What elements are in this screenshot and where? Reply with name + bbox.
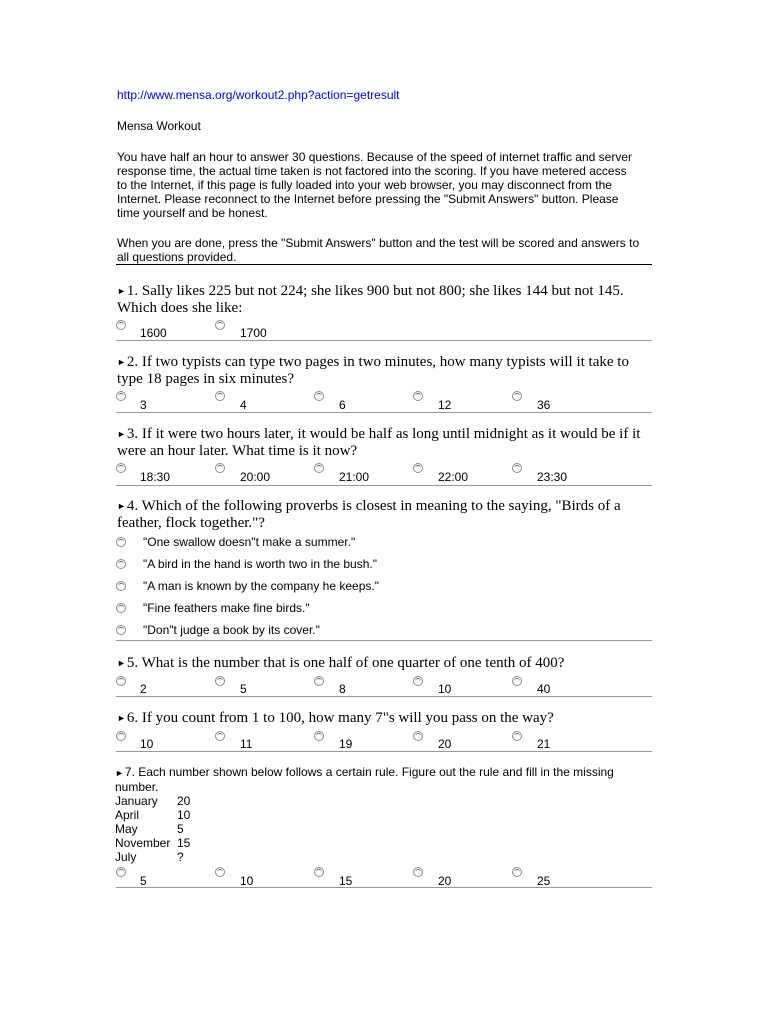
q4-option-2-radio[interactable] bbox=[116, 559, 126, 569]
month-cell: April bbox=[115, 808, 140, 822]
q5-option-4-radio[interactable] bbox=[413, 676, 423, 686]
question-arrow-icon: ► bbox=[117, 429, 126, 439]
intro-paragraph: You have half an hour to answer 30 questions. Because of the speed of internet traffic and server response time, the actual time taken is not factored into the scoring. If you have metered access to the Internet, if this page is fully loaded into your web browser, you may disconnect from the Internet. Please reconnect to the Internet before pressing the "Submit Answers" button. Please time yourself and be honest. bbox=[117, 150, 633, 220]
table-row bbox=[115, 850, 235, 864]
question-divider bbox=[116, 340, 652, 341]
q6-option-5-radio[interactable] bbox=[512, 731, 522, 741]
q5-option-5-label: 40 bbox=[537, 682, 551, 696]
q3-option-5-radio[interactable] bbox=[512, 463, 522, 473]
q5-option-5-radio[interactable] bbox=[512, 676, 522, 686]
question-divider bbox=[116, 412, 652, 413]
q6-option-1-label: 10 bbox=[140, 737, 154, 751]
table-row bbox=[115, 794, 235, 808]
question-arrow-icon: ► bbox=[117, 501, 126, 511]
question-divider bbox=[116, 751, 652, 752]
q2-option-4-radio[interactable] bbox=[413, 391, 423, 401]
question-5-text: 5. What is the number that is one half of one quarter of one tenth of 400? bbox=[126, 655, 565, 671]
table-row bbox=[115, 808, 235, 822]
question-7 bbox=[115, 765, 655, 794]
q2-option-1-label: 3 bbox=[140, 398, 147, 412]
q6-option-2-radio[interactable] bbox=[215, 731, 225, 741]
question-divider bbox=[116, 485, 652, 486]
q1-option-1-label: 1600 bbox=[140, 326, 167, 340]
q2-option-2-label: 4 bbox=[240, 398, 247, 412]
page-title: Mensa Workout bbox=[117, 119, 201, 133]
q3-option-5-label: 23:30 bbox=[537, 470, 568, 484]
q6-option-3-label: 19 bbox=[339, 737, 353, 751]
question-3-text: 3. If it were two hours later, it would be half as long until midnight as it would be if it were an hour later. What time is it now? bbox=[117, 426, 641, 459]
q7-option-1-radio[interactable] bbox=[116, 867, 126, 877]
q7-option-4-label: 20 bbox=[438, 874, 452, 888]
table-row bbox=[115, 822, 235, 836]
question-5 bbox=[117, 655, 652, 672]
q2-option-5-label: 36 bbox=[537, 398, 551, 412]
q6-option-1-radio[interactable] bbox=[116, 731, 126, 741]
value-cell: 5 bbox=[177, 822, 184, 836]
value-cell: ? bbox=[177, 850, 184, 864]
q7-option-4-radio[interactable] bbox=[413, 867, 423, 877]
month-cell: May bbox=[115, 822, 138, 836]
question-1 bbox=[117, 283, 652, 317]
question-3 bbox=[117, 426, 652, 460]
q1-option-1-radio[interactable] bbox=[116, 320, 126, 330]
question-divider bbox=[116, 887, 652, 888]
question-divider bbox=[116, 696, 652, 697]
table-row bbox=[115, 836, 235, 850]
question-4-text: 4. Which of the following proverbs is closest in meaning to the saying, "Birds of a feather, flock together."? bbox=[117, 498, 621, 531]
instructions-paragraph: When you are done, press the "Submit Answers" button and the test will be scored and answers to all questions provided. bbox=[117, 236, 640, 264]
q7-option-3-radio[interactable] bbox=[314, 867, 324, 877]
q4-option-3-label: "A man is known by the company he keeps." bbox=[143, 579, 379, 593]
q2-option-3-radio[interactable] bbox=[314, 391, 324, 401]
question-4 bbox=[117, 498, 652, 532]
q7-option-2-label: 10 bbox=[240, 874, 254, 888]
q2-option-5-radio[interactable] bbox=[512, 391, 522, 401]
q6-option-4-label: 20 bbox=[438, 737, 452, 751]
q3-option-3-label: 21:00 bbox=[339, 470, 370, 484]
question-arrow-icon: ► bbox=[117, 713, 126, 723]
question-6-text: 6. If you count from 1 to 100, how many 7"s will you pass on the way? bbox=[126, 710, 554, 726]
question-divider bbox=[116, 640, 652, 641]
q4-option-4-radio[interactable] bbox=[116, 603, 126, 613]
q6-option-2-label: 11 bbox=[240, 737, 253, 751]
q4-option-5-radio[interactable] bbox=[116, 625, 126, 635]
q4-option-4-label: "Fine feathers make fine birds." bbox=[143, 601, 310, 615]
value-cell: 20 bbox=[177, 794, 191, 808]
q3-option-1-label: 18:30 bbox=[140, 470, 171, 484]
q6-option-5-label: 21 bbox=[537, 737, 551, 751]
header-divider bbox=[116, 264, 652, 265]
question-arrow-icon: ► bbox=[115, 768, 124, 778]
q5-option-3-label: 8 bbox=[339, 682, 346, 696]
question-6 bbox=[117, 710, 652, 727]
page-url-link[interactable]: http://www.mensa.org/workout2.php?action=getresult bbox=[117, 88, 400, 102]
q3-option-2-radio[interactable] bbox=[215, 463, 225, 473]
value-cell: 10 bbox=[177, 808, 191, 822]
q4-option-3-radio[interactable] bbox=[116, 581, 126, 591]
question-arrow-icon: ► bbox=[117, 357, 126, 367]
q3-option-3-radio[interactable] bbox=[314, 463, 324, 473]
month-cell: January bbox=[115, 794, 158, 808]
q5-option-1-radio[interactable] bbox=[116, 676, 126, 686]
q3-option-2-label: 20:00 bbox=[240, 470, 271, 484]
q2-option-1-radio[interactable] bbox=[116, 391, 126, 401]
q1-option-2-radio[interactable] bbox=[215, 320, 225, 330]
value-cell: 15 bbox=[177, 836, 191, 850]
question-2 bbox=[117, 354, 652, 388]
month-cell: July bbox=[115, 850, 137, 864]
q4-option-5-label: "Don"t judge a book by its cover." bbox=[143, 623, 320, 637]
q2-option-3-label: 6 bbox=[339, 398, 346, 412]
month-cell: November bbox=[115, 836, 171, 850]
q1-option-2-label: 1700 bbox=[240, 326, 267, 340]
q7-option-1-label: 5 bbox=[140, 874, 147, 888]
q3-option-4-radio[interactable] bbox=[413, 463, 423, 473]
q4-option-2-label: "A bird in the hand is worth two in the bush." bbox=[143, 557, 377, 571]
q3-option-4-label: 22:00 bbox=[438, 470, 469, 484]
q2-option-4-label: 12 bbox=[438, 398, 452, 412]
q7-option-3-label: 15 bbox=[339, 874, 353, 888]
q4-option-1-radio[interactable] bbox=[116, 537, 126, 547]
q5-option-2-radio[interactable] bbox=[215, 676, 225, 686]
q6-option-4-radio[interactable] bbox=[413, 731, 423, 741]
question-2-text: 2. If two typists can type two pages in two minutes, how many typists will it take to type 18 pages in six minutes? bbox=[117, 354, 629, 387]
q7-option-5-radio[interactable] bbox=[512, 867, 522, 877]
q2-option-2-radio[interactable] bbox=[215, 391, 225, 401]
q5-option-2-label: 5 bbox=[240, 682, 247, 696]
q5-option-1-label: 2 bbox=[140, 682, 147, 696]
question-1-text: 1. Sally likes 225 but not 224; she likes 900 but not 800; she likes 144 but not 145. Which does she like: bbox=[117, 283, 624, 316]
q6-option-3-radio[interactable] bbox=[314, 731, 324, 741]
q7-option-5-label: 25 bbox=[537, 874, 551, 888]
q4-option-1-label: "One swallow doesn"t make a summer." bbox=[143, 535, 356, 549]
month-number-table bbox=[115, 794, 235, 864]
q5-option-3-radio[interactable] bbox=[314, 676, 324, 686]
question-7-text: 7. Each number shown below follows a certain rule. Figure out the rule and fill in the missing number. bbox=[115, 765, 614, 794]
question-arrow-icon: ► bbox=[117, 658, 126, 668]
q3-option-1-radio[interactable] bbox=[116, 463, 126, 473]
q5-option-4-label: 10 bbox=[438, 682, 452, 696]
question-arrow-icon: ► bbox=[117, 286, 126, 296]
q7-option-2-radio[interactable] bbox=[215, 867, 225, 877]
